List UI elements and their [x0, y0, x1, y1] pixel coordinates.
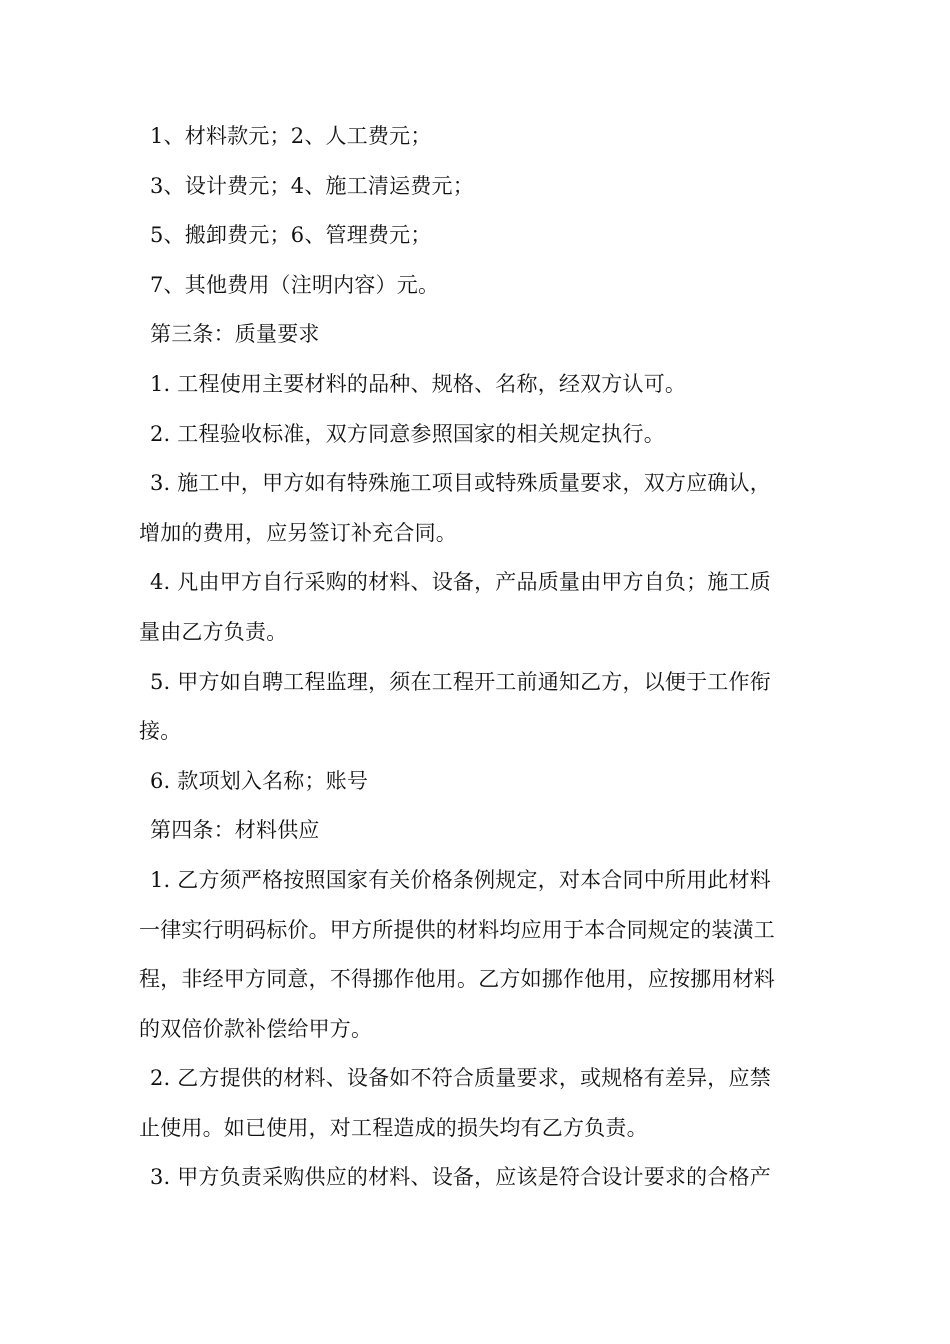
text-line: 1. 工程使用主要材料的品种、规格、名称，经双方认可。: [150, 371, 687, 396]
text-line: 的双倍价款补偿给甲方。: [139, 1016, 373, 1041]
text-line: 3. 甲方负责采购供应的材料、设备，应该是符合设计要求的合格产: [150, 1165, 771, 1190]
section-heading: 第三条：质量要求: [150, 322, 320, 347]
text-line: 量由乙方负责。: [139, 619, 288, 644]
text-line: 1、材料款元；2、人工费元；: [150, 124, 432, 148]
text-line: 1. 乙方须严格按照国家有关价格条例规定，对本合同中所用此材料: [150, 867, 771, 892]
text-line: 3、设计费元；4、施工清运费元；: [150, 173, 474, 198]
text-line: 一律实行明码标价。甲方所提供的材料均应用于本合同规定的装潢工: [139, 917, 775, 942]
document-page: [139, 112, 819, 1203]
text-line: 接。: [139, 719, 182, 744]
text-line: 2. 乙方提供的材料、设备如不符合质量要求，或规格有差异，应禁: [150, 1066, 771, 1091]
text-line: 2. 工程验收标准，双方同意参照国家的相关规定执行。: [150, 421, 665, 446]
text-line: 5. 甲方如自聘工程监理，须在工程开工前通知乙方，以便于工作衔: [150, 669, 771, 694]
text-line: 5、搬卸费元；6、管理费元；: [150, 223, 432, 248]
text-line: 止使用。如已使用，对工程造成的损失均有乙方负责。: [139, 1115, 648, 1140]
text-line: 程，非经甲方同意，不得挪作他用。乙方如挪作他用，应按挪用材料: [139, 967, 775, 992]
text-line: 4. 凡由甲方自行采购的材料、设备，产品质量由甲方自负；施工质: [150, 570, 771, 595]
text-line: 3. 施工中，甲方如有特殊施工项目或特殊质量要求，双方应确认，: [150, 471, 771, 496]
section-heading: 第四条：材料供应: [150, 818, 320, 843]
text-line: 7、其他费用（注明内容）元。: [150, 272, 440, 297]
text-line: 6. 款项划入名称；账号: [150, 768, 369, 793]
text-line: 增加的费用，应另签订补充合同。: [139, 520, 457, 545]
